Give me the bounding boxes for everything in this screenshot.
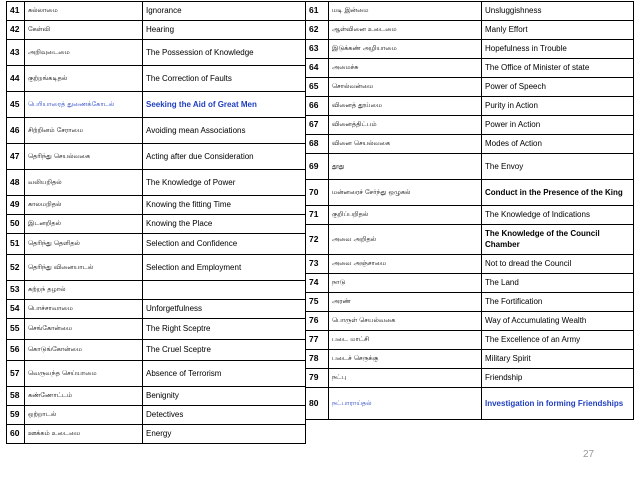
chapter-english-title: Detectives bbox=[143, 406, 306, 425]
chapter-tamil-title: தெரிந்து வினையாடல் bbox=[25, 255, 143, 281]
chapter-tamil-title: பொச்சாவாமை bbox=[25, 300, 143, 319]
table-row bbox=[7, 21, 306, 40]
table-row bbox=[306, 2, 634, 21]
chapter-tamil-title: பெரியாரைத் துணைக்கோடல் bbox=[25, 92, 143, 118]
table-row bbox=[306, 180, 634, 206]
chapter-number: 71 bbox=[306, 206, 329, 225]
chapter-tamil-title: வெருவந்த செய்யாமை bbox=[25, 361, 143, 387]
chapter-number: 76 bbox=[306, 312, 329, 331]
chapter-number: 57 bbox=[7, 361, 25, 387]
chapter-english-title: Manly Effort bbox=[482, 21, 634, 40]
chapter-english-title: The Knowledge of Power bbox=[143, 170, 306, 196]
table-row bbox=[7, 361, 306, 387]
table-row bbox=[306, 331, 634, 350]
chapter-number: 52 bbox=[7, 255, 25, 281]
chapter-tamil-title: சிற்றினம் சேராமை bbox=[25, 118, 143, 144]
chapter-number: 43 bbox=[7, 40, 25, 66]
page-number: 27 bbox=[583, 449, 595, 460]
chapter-number: 58 bbox=[7, 387, 25, 406]
chapter-english-title: Knowing the fitting Time bbox=[143, 196, 306, 215]
chapter-number: 62 bbox=[306, 21, 329, 40]
chapter-number: 53 bbox=[7, 281, 25, 300]
table-row bbox=[306, 206, 634, 225]
chapter-tamil-title: குற்றங்கடிதல் bbox=[25, 66, 143, 92]
chapter-number: 74 bbox=[306, 274, 329, 293]
chapter-tamil-title: வினை செயல்வகை bbox=[329, 135, 482, 154]
chapter-english-title: The Right Sceptre bbox=[143, 319, 306, 340]
table-row bbox=[7, 387, 306, 406]
chapter-english-title: Unforgetfulness bbox=[143, 300, 306, 319]
chapter-english-title: Power in Action bbox=[482, 116, 634, 135]
chapter-number: 63 bbox=[306, 40, 329, 59]
chapter-english-title: Selection and Confidence bbox=[143, 234, 306, 255]
chapter-english-title: Modes of Action bbox=[482, 135, 634, 154]
chapter-number: 54 bbox=[7, 300, 25, 319]
table-row bbox=[7, 66, 306, 92]
chapter-number: 66 bbox=[306, 97, 329, 116]
chapter-english-title: The Possession of Knowledge bbox=[143, 40, 306, 66]
chapter-tamil-title: நட்பு bbox=[329, 369, 482, 388]
table-row bbox=[7, 40, 306, 66]
table-row bbox=[7, 300, 306, 319]
chapter-english-title: Absence of Terrorism bbox=[143, 361, 306, 387]
chapter-number: 69 bbox=[306, 154, 329, 180]
chapter-english-title: Military Spirit bbox=[482, 350, 634, 369]
chapter-tamil-title: மன்னரைச் சேர்ந்து ஒழுகல் bbox=[329, 180, 482, 206]
chapter-number: 64 bbox=[306, 59, 329, 78]
chapter-tamil-title: சுற்றந் தழால் bbox=[25, 281, 143, 300]
chapter-number: 70 bbox=[306, 180, 329, 206]
chapter-english-title: Purity in Action bbox=[482, 97, 634, 116]
table-row bbox=[306, 40, 634, 59]
chapter-number: 50 bbox=[7, 215, 25, 234]
chapter-english-title bbox=[143, 281, 306, 300]
chapter-number: 73 bbox=[306, 255, 329, 274]
chapter-number: 77 bbox=[306, 331, 329, 350]
chapter-english-title: Energy bbox=[143, 425, 306, 444]
chapter-tamil-title: செங்கோன்மை bbox=[25, 319, 143, 340]
chapter-tamil-title: படைச் செருக்கு bbox=[329, 350, 482, 369]
chapter-english-title: The Office of Minister of state bbox=[482, 59, 634, 78]
chapter-english-title: The Correction of Faults bbox=[143, 66, 306, 92]
chapter-number: 42 bbox=[7, 21, 25, 40]
chapter-tamil-title: கொடுங்கோன்மை bbox=[25, 340, 143, 361]
chapter-number: 67 bbox=[306, 116, 329, 135]
chapter-number: 79 bbox=[306, 369, 329, 388]
chapter-english-title: Knowing the Place bbox=[143, 215, 306, 234]
table-row bbox=[7, 425, 306, 444]
chapter-number: 44 bbox=[7, 66, 25, 92]
chapter-number: 60 bbox=[7, 425, 25, 444]
table-row bbox=[306, 97, 634, 116]
chapter-tamil-title: காலமறிதல் bbox=[25, 196, 143, 215]
table-row bbox=[7, 92, 306, 118]
chapter-english-title: Ignorance bbox=[143, 2, 306, 21]
table-row bbox=[7, 118, 306, 144]
chapter-number: 78 bbox=[306, 350, 329, 369]
chapter-tamil-title: கல்லாமை bbox=[25, 2, 143, 21]
chapter-tamil-title: கேள்வி bbox=[25, 21, 143, 40]
chapter-english-title: Hearing bbox=[143, 21, 306, 40]
table-row bbox=[306, 255, 634, 274]
chapter-english-title: Selection and Employment bbox=[143, 255, 306, 281]
chapter-english-title: The Excellence of an Army bbox=[482, 331, 634, 350]
chapter-number: 51 bbox=[7, 234, 25, 255]
table-row bbox=[7, 215, 306, 234]
chapter-english-title: The Fortification bbox=[482, 293, 634, 312]
table-row bbox=[7, 2, 306, 21]
table-row bbox=[7, 281, 306, 300]
chapter-english-title: The Knowledge of the Council Chamber bbox=[482, 225, 634, 255]
chapter-tamil-title: நாடு bbox=[329, 274, 482, 293]
chapter-tamil-title: இடுக்கண் அழியாமை bbox=[329, 40, 482, 59]
right-chapter-table bbox=[305, 1, 634, 420]
table-row bbox=[7, 234, 306, 255]
table-row bbox=[7, 340, 306, 361]
chapter-tamil-title: தெரிந்து தெளிதல் bbox=[25, 234, 143, 255]
chapter-tamil-title: கண்ணோட்டம் bbox=[25, 387, 143, 406]
chapter-tamil-title: அறிவுடைமை bbox=[25, 40, 143, 66]
table-row bbox=[7, 196, 306, 215]
chapter-tamil-title: குறிப்பறிதல் bbox=[329, 206, 482, 225]
chapter-english-title: The Cruel Sceptre bbox=[143, 340, 306, 361]
chapter-number: 46 bbox=[7, 118, 25, 144]
chapter-number: 55 bbox=[7, 319, 25, 340]
table-row bbox=[7, 406, 306, 425]
chapter-number: 56 bbox=[7, 340, 25, 361]
table-row bbox=[306, 312, 634, 331]
chapter-tamil-title: ஒற்றாடல் bbox=[25, 406, 143, 425]
chapter-number: 68 bbox=[306, 135, 329, 154]
chapter-english-title: Power of Speech bbox=[482, 78, 634, 97]
chapter-tamil-title: வினைத் தூய்மை bbox=[329, 97, 482, 116]
chapter-english-title: The Knowledge of Indications bbox=[482, 206, 634, 225]
chapter-english-title: The Envoy bbox=[482, 154, 634, 180]
chapter-number: 47 bbox=[7, 144, 25, 170]
chapter-english-title: Avoiding mean Associations bbox=[143, 118, 306, 144]
left-chapter-table bbox=[6, 1, 306, 444]
chapter-tamil-title: வினைத்திட்பம் bbox=[329, 116, 482, 135]
table-row bbox=[306, 274, 634, 293]
chapter-number: 48 bbox=[7, 170, 25, 196]
chapter-number: 45 bbox=[7, 92, 25, 118]
table-row bbox=[306, 154, 634, 180]
chapter-english-title: Friendship bbox=[482, 369, 634, 388]
chapter-number: 75 bbox=[306, 293, 329, 312]
chapter-tamil-title: இடனறிதல் bbox=[25, 215, 143, 234]
chapter-number: 65 bbox=[306, 78, 329, 97]
chapter-english-title: Way of Accumulating Wealth bbox=[482, 312, 634, 331]
chapter-tamil-title: நட்பாராய்தல் bbox=[329, 388, 482, 420]
chapter-english-title: Benignity bbox=[143, 387, 306, 406]
chapter-english-title: The Land bbox=[482, 274, 634, 293]
chapter-tamil-title: அரண் bbox=[329, 293, 482, 312]
table-row bbox=[7, 255, 306, 281]
chapter-english-title: Conduct in the Presence of the King bbox=[482, 180, 634, 206]
chapter-tamil-title: அவை அஞ்சாமை bbox=[329, 255, 482, 274]
table-row bbox=[306, 293, 634, 312]
table-row bbox=[7, 170, 306, 196]
table-row bbox=[7, 319, 306, 340]
chapter-english-title: Hopefulness in Trouble bbox=[482, 40, 634, 59]
chapter-tamil-title: அவை அறிதல் bbox=[329, 225, 482, 255]
chapter-tamil-title: தூது bbox=[329, 154, 482, 180]
chapter-english-title: Unsluggishness bbox=[482, 2, 634, 21]
chapter-english-title: Not to dread the Council bbox=[482, 255, 634, 274]
table-row bbox=[306, 350, 634, 369]
table-row bbox=[306, 116, 634, 135]
chapter-tamil-title: வலியறிதல் bbox=[25, 170, 143, 196]
chapter-tamil-title: தெரிந்து செயல்வகை bbox=[25, 144, 143, 170]
table-row bbox=[306, 59, 634, 78]
chapter-number: 80 bbox=[306, 388, 329, 420]
chapter-tamil-title: பொருள் செயல்வகை bbox=[329, 312, 482, 331]
table-row bbox=[306, 135, 634, 154]
table-row bbox=[7, 144, 306, 170]
chapter-tamil-title: அமைச்சு bbox=[329, 59, 482, 78]
chapter-number: 61 bbox=[306, 2, 329, 21]
chapter-tamil-title: ஊக்கம் உடைமை bbox=[25, 425, 143, 444]
chapter-number: 59 bbox=[7, 406, 25, 425]
table-row bbox=[306, 369, 634, 388]
table-row bbox=[306, 388, 634, 420]
chapter-number: 72 bbox=[306, 225, 329, 255]
table-row bbox=[306, 225, 634, 255]
chapter-number: 41 bbox=[7, 2, 25, 21]
chapter-tamil-title: படை மாட்சி bbox=[329, 331, 482, 350]
chapter-tamil-title: மடி இன்மை bbox=[329, 2, 482, 21]
chapter-english-title: Seeking the Aid of Great Men bbox=[143, 92, 306, 118]
chapter-number: 49 bbox=[7, 196, 25, 215]
table-row bbox=[306, 78, 634, 97]
chapter-english-title: Investigation in forming Friendships bbox=[482, 388, 634, 420]
chapter-tamil-title: சொல்வன்மை bbox=[329, 78, 482, 97]
table-row bbox=[306, 21, 634, 40]
chapter-tamil-title: ஆள்வினை உடைமை bbox=[329, 21, 482, 40]
chapter-english-title: Acting after due Consideration bbox=[143, 144, 306, 170]
